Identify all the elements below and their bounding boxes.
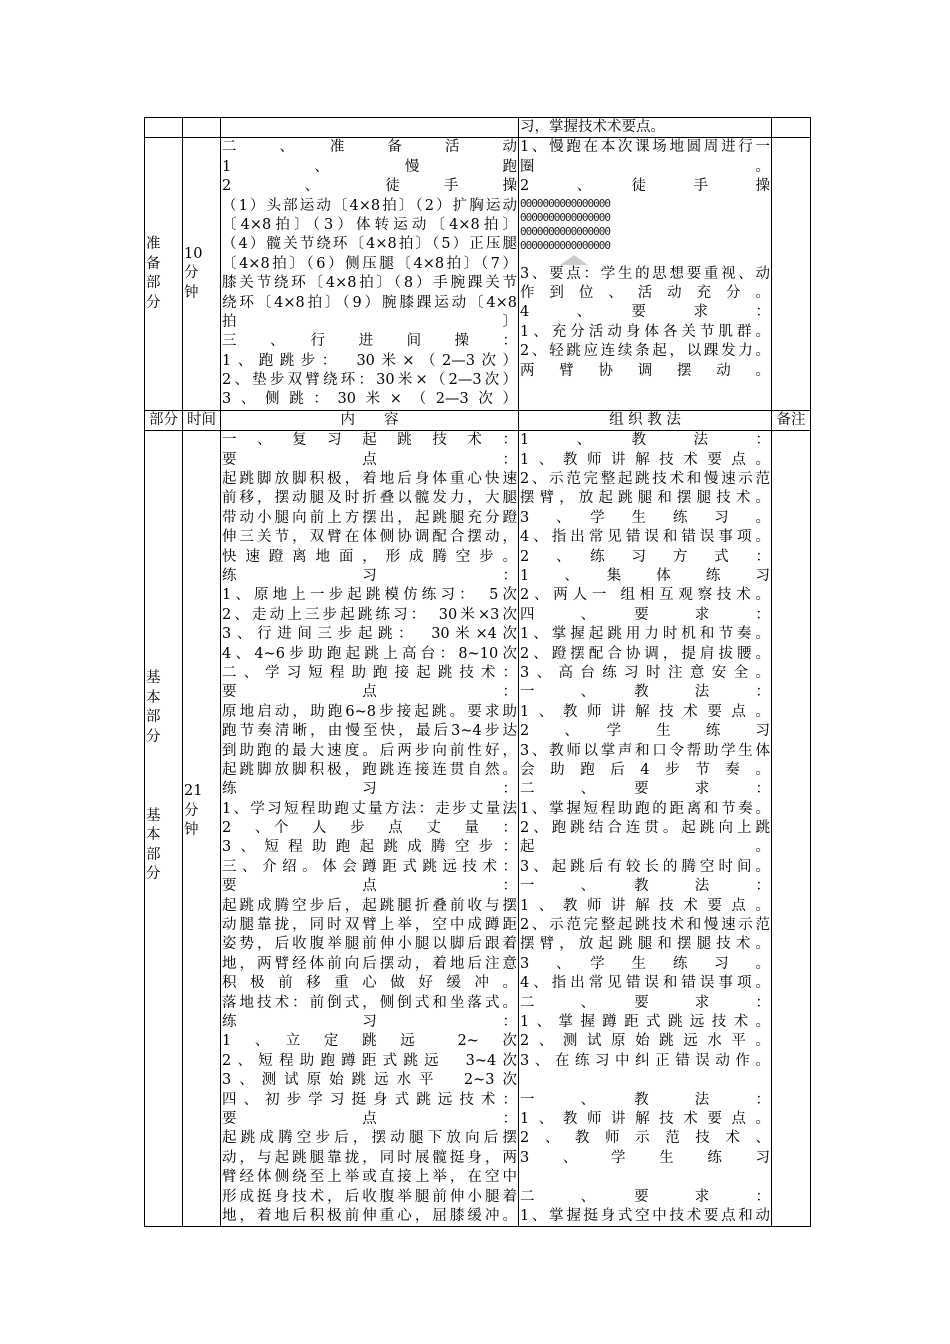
content-line: 伸三关节，双臂在体侧协调配合摆动， bbox=[222, 529, 517, 546]
method-line: 2、示范完整起跳技术和慢速示范 bbox=[520, 917, 770, 934]
basic-time-label bbox=[183, 431, 221, 1227]
method-line: 3、高台练习时注意安全。 bbox=[520, 664, 770, 681]
content-line: 二、学习短程助跑接起跳技术： bbox=[222, 664, 517, 681]
part-label-char: 备 bbox=[146, 255, 161, 272]
part-label-char: 分 bbox=[146, 728, 161, 745]
content-line: 2、垫步双臂绕环：30米×（2—3次） bbox=[222, 372, 517, 389]
content-line: （4）髋关节绕环〔4×8拍〕（5）正压腿 bbox=[222, 236, 517, 253]
method-line: 2 、 徒 手 操 bbox=[520, 178, 770, 195]
content-line: 2、走动上三步起跳练习： 30米×3次 bbox=[222, 606, 517, 623]
method-line: 2、两人一 组相互观察技术。 bbox=[520, 587, 770, 604]
content-line: 姿势，后收腹举腿前伸小腿以脚后跟着 bbox=[222, 936, 517, 953]
method-line: 会助跑后4步节奏。 bbox=[520, 761, 770, 778]
content-line: 1 、 立 定 跳 远 2~ 次 bbox=[222, 1033, 517, 1050]
header-part: 部分 bbox=[145, 410, 183, 430]
method-line: 1、充分活动身体各关节肌群。 bbox=[520, 323, 770, 340]
method-line: 2、测试原始跳远水平。 bbox=[520, 1033, 770, 1050]
header-content: 内 容 bbox=[221, 410, 519, 430]
content-line: 三 、 行 进 间 操 ： bbox=[222, 333, 517, 350]
method-line: 4、指出常见错误和错误事项。 bbox=[520, 975, 770, 992]
method-line: 1、慢跑在本次课场地圆周进行一 bbox=[520, 139, 770, 156]
method-line: 2 、 练 习 方 式 ： bbox=[520, 548, 770, 565]
content-line: 三、介绍。体会蹲距式跳远技术： bbox=[222, 858, 517, 875]
method-line: 1、教师讲解技术要点。 bbox=[520, 1110, 770, 1127]
part-label-char: 基 bbox=[146, 807, 161, 824]
method-line: 1、教师讲解技术要点。 bbox=[520, 897, 770, 914]
content-line: 要 点 ： bbox=[222, 451, 517, 468]
method-line: 2、蹬摆配合协调，提肩拔腰。 bbox=[520, 645, 770, 662]
content-line: 起跳脚放脚积极，着地后身体重心快速 bbox=[222, 471, 517, 488]
method-line: 2、教师示范技术、 bbox=[520, 1130, 770, 1147]
part-label-char: 本 bbox=[146, 827, 161, 844]
method-line: 2、轻跳应连续条起，以踝发力。 bbox=[520, 343, 770, 360]
prep-organization bbox=[519, 138, 772, 410]
time-label-char: 钟 bbox=[184, 822, 199, 839]
formation-row: 0000000000000000 bbox=[520, 210, 610, 224]
method-line: 2、示范完整起跳技术和慢速示范 bbox=[520, 471, 770, 488]
time-label-char: 21 bbox=[184, 783, 203, 800]
content-line: 1、跑跳步： 30米×（2—3次） bbox=[222, 352, 517, 369]
content-line: 2、短程助跑蹲距式跳远 3~4次 bbox=[222, 1052, 517, 1069]
prep-note bbox=[772, 138, 811, 410]
basic-organization bbox=[519, 431, 772, 1227]
empty-cell bbox=[145, 118, 183, 138]
content-line: 3、侧跳：30米×（2—3次） bbox=[222, 391, 517, 408]
content-line: 地，两臂经体前向后摆动，着地后注意 bbox=[222, 955, 517, 972]
method-line: 一 、 教 法 ： bbox=[520, 1091, 770, 1108]
content-line: 2 、个 人 步 点 丈 量 ： bbox=[222, 820, 517, 837]
method-line: 二 、 要 求 ： bbox=[520, 1188, 770, 1205]
content-line: 二 、 准 备 活 动 bbox=[222, 139, 517, 156]
content-line: 1、学习短程助跑丈量方法：走步丈量法 bbox=[222, 800, 517, 817]
teacher-position-icon bbox=[560, 255, 588, 265]
content-line: 要 点 ： bbox=[222, 1110, 517, 1127]
content-line: 练 习 ： bbox=[222, 568, 517, 585]
method-line: 一 、 教 法 ： bbox=[520, 684, 770, 701]
content-line: 起跳脚放脚积极，跑跳连接连贯自然。 bbox=[222, 761, 517, 778]
content-line: 1 、 慢 跑 bbox=[222, 158, 517, 175]
method-line: 一 、 教 法 ： bbox=[520, 878, 770, 895]
time-label-char: 分 bbox=[184, 265, 199, 282]
method-line: 3、在练习中纠正错误动作。 bbox=[520, 1052, 770, 1069]
content-line: 3、测试原始跳远水平 2~3次 bbox=[222, 1072, 517, 1089]
part-label-char: 部 bbox=[146, 846, 161, 863]
method-line: 两臂协调摆动。 bbox=[520, 362, 770, 379]
method-line: 3、起跳后有较长的腾空时间。 bbox=[520, 858, 770, 875]
part-label-char: 本 bbox=[146, 689, 161, 706]
content-line: 跑节奏清晰，由慢至快，最后3~4步达 bbox=[222, 723, 517, 740]
content-line: （1）头部运动〔4×8拍〕（2）扩胸运动 bbox=[222, 197, 517, 214]
formation-row: 0000000000000000 bbox=[520, 224, 610, 238]
content-line: 落地技术：前倒式，侧倒式和坐落式。 bbox=[222, 994, 517, 1011]
method-line: 3、要点：学生的思想要重视、动 bbox=[520, 265, 770, 282]
content-line: 3、短程助跑起跳成腾空步： bbox=[222, 839, 517, 856]
method-line: 摆臂，放起跳腿和摆腿技术。 bbox=[520, 936, 770, 953]
part-label-char: 准 bbox=[146, 236, 161, 253]
content-line: 〔4×8拍〕（3）体转运动〔4×8拍〕 bbox=[222, 216, 517, 233]
part-label-char: 分 bbox=[146, 294, 161, 311]
content-line: 2 、 徒 手 操 bbox=[222, 178, 517, 195]
method-line: 1、掌握短程助跑的距离和节奏。 bbox=[520, 800, 770, 817]
content-line: 形成挺身技术，后收腹举腿前伸小腿着 bbox=[222, 1188, 517, 1205]
header-method: 组 织 教 法 bbox=[519, 410, 772, 430]
content-line: 练 习 ： bbox=[222, 1014, 517, 1030]
method-line: 1、掌握起跳用力时机和节奏。 bbox=[520, 626, 770, 643]
content-line: 要 点 ： bbox=[222, 878, 517, 895]
content-line: 绕环〔4×8拍〕（9）腕膝踝运动〔4×8 bbox=[222, 294, 517, 311]
prep-time-label bbox=[183, 138, 221, 410]
method-line: 1、掌握蹲距式跳远技术。 bbox=[520, 1014, 770, 1030]
content-line: 〔4×8拍〕（6）侧压腿〔4×8拍〕（7） bbox=[222, 255, 517, 272]
content-line: 带动小腿向前上方摆出，起跳腿充分蹬 bbox=[222, 509, 517, 526]
method-line: 3、教师以掌声和口令帮助学生体 bbox=[520, 742, 770, 759]
content-line: 起跳成腾空步后，摆动腿下放向后摆 bbox=[222, 1130, 517, 1147]
time-label-char: 分 bbox=[184, 802, 199, 819]
method-line: 二 、 要 求 ： bbox=[520, 781, 770, 798]
formation-row: 0000000000000000 bbox=[520, 238, 610, 252]
empty-cell bbox=[221, 118, 519, 138]
method-line: 3 、 学 生 练 习 。 bbox=[520, 509, 770, 526]
content-line: 快速蹬离地面，形成腾空步。 bbox=[222, 548, 517, 565]
content-line: 一、复习起跳技术： bbox=[222, 432, 517, 449]
header-note: 备注 bbox=[772, 410, 811, 430]
time-label-char: 钟 bbox=[184, 284, 199, 301]
part-label-char: 部 bbox=[146, 275, 161, 292]
content-line: 到助跑的最大速度。后两步向前性好， bbox=[222, 742, 517, 759]
content-line: 4、4~6步助跑起跳上高台：8~10次 bbox=[222, 645, 517, 662]
basic-note bbox=[772, 431, 811, 1227]
content-line: 练 习 ： bbox=[222, 781, 517, 798]
header-time: 时间 bbox=[183, 410, 221, 430]
part-label-char: 部 bbox=[146, 709, 161, 726]
method-line: 1 、 教 法 ： bbox=[520, 432, 770, 449]
method-line: 2、跑跳结合连贯。起跳向上跳 bbox=[520, 820, 770, 837]
method-line: 作到位、活动充分。 bbox=[520, 284, 770, 301]
content-line: 拍 〕 bbox=[222, 313, 517, 330]
content-line: 动，与起跳腿靠拢，同时展髋挺身，两 bbox=[222, 1149, 517, 1166]
method-line: 四 、 要 求 ： bbox=[520, 606, 770, 623]
content-line: 膝关节绕环〔4×8拍〕（8）手腕踝关节 bbox=[222, 275, 517, 292]
method-line bbox=[520, 1071, 770, 1090]
method-line: 二 、 要 求 ： bbox=[520, 994, 770, 1011]
method-line: 摆臂，放起跳腿和摆腿技术。 bbox=[520, 490, 770, 507]
content-line: 1、原地上一步起跳模仿练习： 5次 bbox=[222, 587, 517, 604]
content-line: 起跳成腾空步后，起跳腿折叠前收与摆 bbox=[222, 897, 517, 914]
content-line: 四、初步学习挺身式跳远技术： bbox=[222, 1091, 517, 1108]
content-line: 积极前移重心做好缓冲。 bbox=[222, 975, 517, 992]
content-line: 地，着地后积极前伸重心，屈膝缓冲。 bbox=[222, 1207, 517, 1224]
method-line: 3 、 学 生 练 习 。 bbox=[520, 955, 770, 972]
content-line: 动腿靠拢，同时双臂上举，空中成蹲距 bbox=[222, 917, 517, 934]
content-line: 臂经体侧绕至上举或直接上举，在空中 bbox=[222, 1169, 517, 1186]
prep-row bbox=[145, 138, 811, 410]
method-line: 4、指出常见错误和错误事项。 bbox=[520, 529, 770, 546]
method-line: 4 、 要 求 ： bbox=[520, 304, 770, 321]
basic-row bbox=[145, 431, 811, 1227]
header-row bbox=[145, 410, 811, 430]
lesson-plan-table bbox=[144, 117, 811, 1227]
method-line: 1、掌握挺身式空中技术要点和动 bbox=[520, 1207, 770, 1224]
formation-diagram bbox=[520, 197, 770, 253]
method-line: 起 。 bbox=[520, 839, 770, 856]
method-line: 圈 。 bbox=[520, 158, 770, 175]
formation-row: 0000000000000000 bbox=[520, 196, 610, 210]
prep-part-label bbox=[145, 138, 183, 410]
method-line: 1、教师讲解技术要点。 bbox=[520, 451, 770, 468]
method-line: 2 、 学 生 练 习 bbox=[520, 723, 770, 740]
content-line: 3、行进间三步起跳： 30米×4次 bbox=[222, 626, 517, 643]
time-label-char: 10 bbox=[184, 246, 203, 263]
continuation-row bbox=[145, 118, 811, 138]
part-label-char: 基 bbox=[146, 670, 161, 687]
content-line: 要 点 ： bbox=[222, 684, 517, 701]
method-line: 1 、 集 体 练 习 bbox=[520, 568, 770, 585]
method-line bbox=[520, 1168, 770, 1187]
continuation-text: 习，掌握技术术要点。 bbox=[519, 118, 772, 138]
part-label-char: 分 bbox=[146, 866, 161, 883]
method-line: 1、教师讲解技术要点。 bbox=[520, 703, 770, 720]
content-line: 前移，摆动腿及时折叠以髋发力，大腿 bbox=[222, 490, 517, 507]
prep-content bbox=[221, 138, 519, 410]
empty-cell bbox=[772, 118, 811, 138]
empty-cell bbox=[183, 118, 221, 138]
basic-part-label bbox=[145, 431, 183, 1227]
method-line: 3、学生练习 bbox=[520, 1149, 770, 1166]
content-line: 原地启动，助跑6~8步接起跳。要求助 bbox=[222, 703, 517, 720]
basic-content bbox=[221, 431, 519, 1227]
